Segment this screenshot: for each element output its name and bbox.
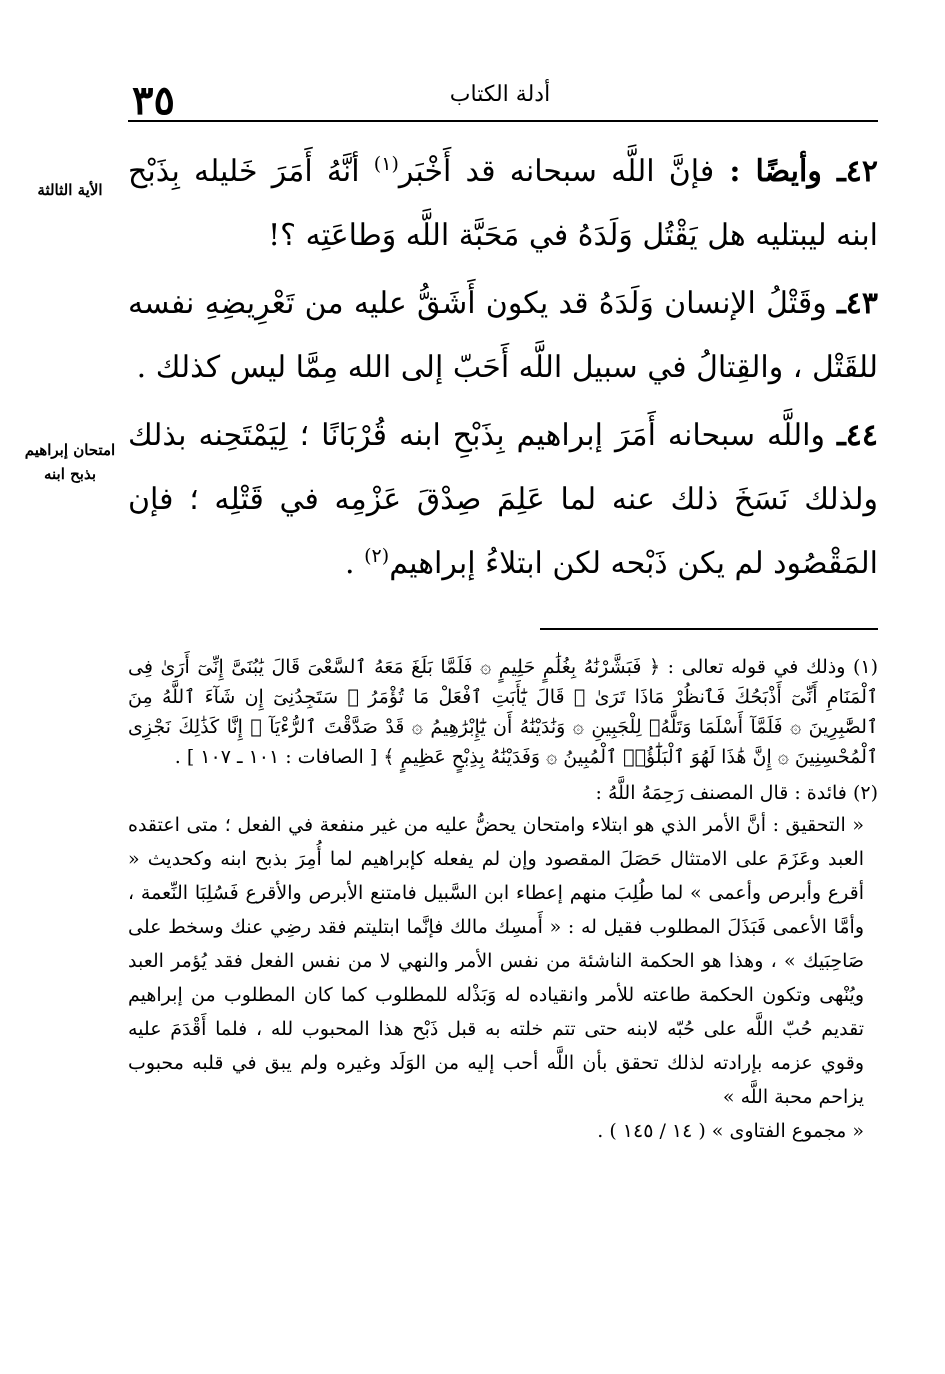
footnote-intro: فائدة : قال المصنف رَحِمَهُ اللَّهُ :: [595, 782, 853, 804]
footnote-source: « مجموع الفتاوى » ( ١٤ / ١٤٥ ) .: [597, 1120, 864, 1142]
running-header: أدلة الكتاب: [449, 82, 551, 107]
footnotes: [128, 652, 878, 1154]
footnote-1: [128, 652, 878, 772]
margin-note-third-verse: الأية الثالثة: [37, 181, 103, 199]
paragraph-number: ٤٢ـ: [836, 154, 878, 189]
margin-note-ibrahim-trial: امتحان إبراهيم بذبح ابنه: [24, 441, 116, 483]
paragraph-number: ٤٣ـ: [836, 286, 878, 321]
paragraph-43: [128, 272, 878, 400]
paragraph-44: [128, 404, 878, 596]
paragraph-text: أنَّهُ أَمَرَ خَليله بِذَبْح ابنه ليبتليه هل يَقْتُل وَلَدَهُ في مَحَبَّة اللَّه وَطاعَتِه ؟!: [128, 154, 878, 253]
header-rule: [128, 120, 878, 122]
paragraph-text: وقَتْلُ الإنسان وَلَدَهُ قد يكون أَشَقُّ عليه من تَعْرِيضِهِ نفسه للقَتْل ، والقِتالُ في سبيل اللَّه أَحَبّ إلى الله مِمَّا ليس كذلك .: [128, 286, 878, 385]
paragraph-42: [128, 140, 878, 268]
quran-quote: ﴿ فَبَشَّرْنَٰهُ بِغُلَٰمٍ حَلِيمٍ ۞ فَلَمَّا بَلَغَ مَعَهُ ٱلسَّعْىَ قَالَ يَٰبُنَىَّ إِنِّىٓ أَرَىٰ فِى ٱلْمَنَامِ أَنِّىٓ أَذْبَحُكَ فَٱنظُرْ مَاذَا تَرَىٰ ۚ قَالَ يَٰٓأَبَتِ ٱفْعَلْ مَا تُؤْمَرُ ۖ سَتَجِدُنِىٓ إِن شَآءَ ٱللَّهُ مِنَ ٱلصَّٰبِرِينَ ۞ فَلَمَّآ أَسْلَمَا وَتَلَّهُۥ لِلْجَبِينِ ۞ وَنَٰدَيْنَٰهُ أَن يَٰٓإِبْرَٰهِيمُ ۞ قَدْ صَدَّقْتَ ٱلرُّءْيَآ ۚ إِنَّا كَذَٰلِكَ نَجْزِى ٱلْمُحْسِنِينَ ۞ إِنَّ هَٰذَا لَهُوَ ٱلْبَلَٰٓؤُا۟ ٱلْمُبِينُ ۞ وَفَدَيْنَٰهُ بِذِبْحٍ عَظِيمٍ ﴾: [128, 656, 878, 768]
quran-citation: [ الصافات : ١٠١ ـ ١٠٧ ] .: [174, 746, 384, 768]
paragraph-lead: وأيضًا :: [714, 154, 837, 189]
footnote-marker: (١): [852, 656, 878, 678]
footnote-quote-text: « التحقيق : أنَّ الأمر الذي هو ابتلاء وامتحان يحضُّ عليه من غير منفعة في الفعل ؛ متى اعتقده العبد وعَزَمَ على الامتثال حَصَلَ المقصود وإن لم يفعله كإبراهيم لما أُمِرَ بذبح ابنه وكحديث « أقرع وأبرص وأعمى » لما طُلِبَ منهم إعطاء ابن السَّبيل فامتنع الأبرص والأقرع فَسُلِبَا النِّعمة ، وأمَّا الأعمى فَبَذَلَ المطلوب فقيل له : « أَمسِك مالك فإنَّما ابتليتم فقد رضِي عنك وسخط على صَاحِبَيك » ، وهذا هو الحكمة الناشئة من نفس الأمر والنهي لا من نفس الفعل فقد يُؤمر العبد ويُنْهى وتكون الحكمة طاعته للأمر وانقياده له وَبَذْله للمطلوب كما كان المطلوب من إبراهيم تقديم حُبّ اللَّه على حُبّه لابنه حتى تتم خلته به قبل ذَبْح هذا المحبوب لله ، فلما أَقْدَمَ عليه وقوي عزمه بإرادته لذلك تحقق بأن اللَّه أحب إليه من الوَلَد وغيره ولم يبق في قلبه محبوب يزاحم محبة اللَّه »: [128, 814, 864, 1108]
footnote-marker: (٢): [852, 782, 878, 804]
footnote-body: [128, 808, 878, 1148]
footnote-intro: وذلك في قوله تعالى :: [660, 656, 853, 678]
paragraph-text: واللَّه سبحانه أَمَرَ إبراهيم بِذَبْحِ ابنه قُرْبَانًا ؛ لِيَمْتَحِنه بذلك ولذلك نَسَخَ ذلك عنه لما عَلِمَ صِدْقَ عَزْمِه في قَتْلِه ؛ فإن المَقْصُود لم يكن ذَبْحه لكن ابتلاءُ إبراهيم: [128, 418, 878, 581]
footnote-ref-1[interactable]: (١): [373, 153, 399, 175]
footnote-ref-2[interactable]: (٢): [364, 545, 390, 567]
footnote-separator: [540, 628, 878, 630]
footnote-2: [128, 778, 878, 1148]
page-number: ٣٥: [132, 77, 175, 124]
paragraph-text: .: [345, 546, 365, 581]
paragraph-text: فإنَّ اللَّه سبحانه قد أَخْبَر: [398, 154, 715, 189]
main-text: [128, 140, 878, 600]
paragraph-number: ٤٤ـ: [836, 418, 878, 453]
